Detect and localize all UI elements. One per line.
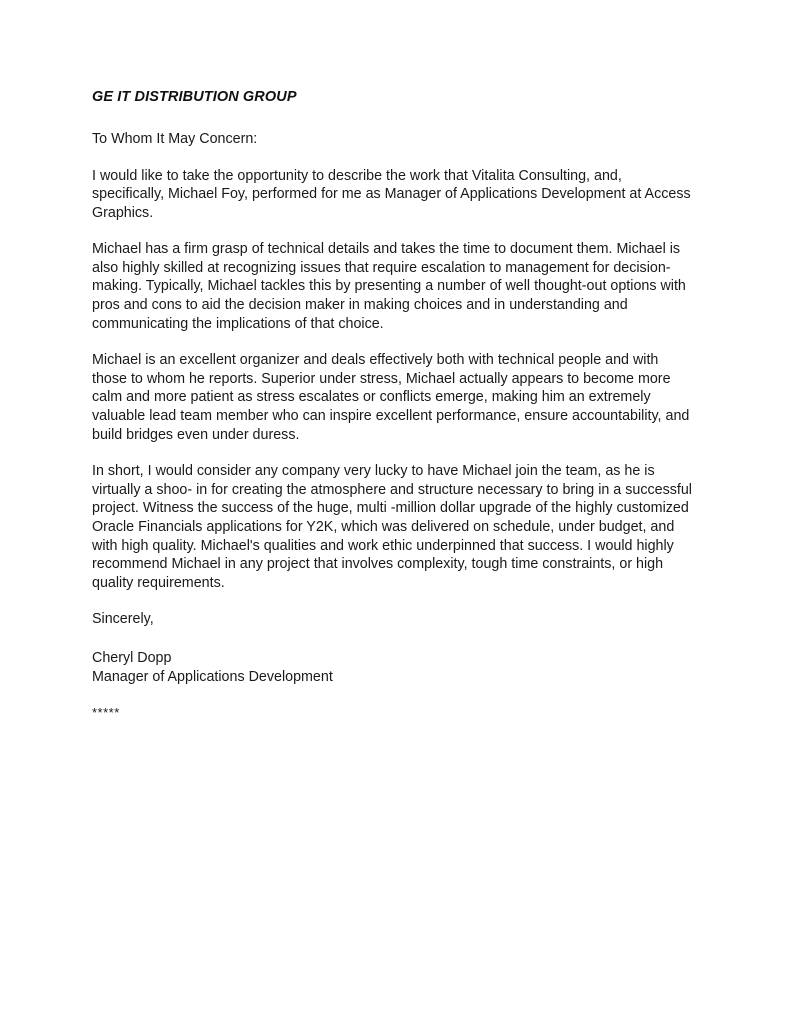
body-paragraph-4: In short, I would consider any company very lucky to have Michael join the team, as he is virtually a shoo- in for creating the atmosphere and structure necessary to bring in a successful project. Witness the success of the huge, multi -million dollar upgrade of the highly customized Oracle Financials applications for Y2K, which was delivered on schedule, under budget, and with high quality. Michael's qualities and work ethic underpinned that success. I would highly recommend Michael in any project that involves complexity, tough time constraints, or high quality requirements. <box>92 463 692 591</box>
letter-body <box>92 88 692 721</box>
page-title: GE IT DISTRIBUTION GROUP <box>92 89 297 105</box>
body-paragraph-3: Michael is an excellent organizer and deals effectively both with technical people and with those to whom he reports. Superior under stress, Michael actually appears to become more calm and more patient as stress escalates or conflicts emerge, making him an extremely valuable lead team member who can inspire excellent performance, ensure accountability, and build bridges even under duress. <box>92 352 690 443</box>
closing-salutation: Sincerely, <box>92 611 154 628</box>
signer-title: Manager of Applications Development <box>92 668 333 685</box>
signature-block <box>92 649 692 686</box>
signer-name: Cheryl Dopp <box>92 649 172 666</box>
body-paragraph-1: I would like to take the opportunity to describe the work that Vitalita Consulting, and, specifically, Michael Foy, performed for me as Manager of Applications Development at Access Graphics. <box>92 167 691 221</box>
salutation: To Whom It May Concern: <box>92 131 258 147</box>
body-paragraph-2: Michael has a firm grasp of technical details and takes the time to document them. Michael is also highly skilled at recognizing issues that require escalation to management for decision-making. Typically, Michael tackles this by presenting a number of well thought-out options with pros and cons to aid the decision maker in making choices and in understanding and communicating the implications of that choice. <box>92 241 686 332</box>
divider-asterisks: ***** <box>92 705 120 721</box>
